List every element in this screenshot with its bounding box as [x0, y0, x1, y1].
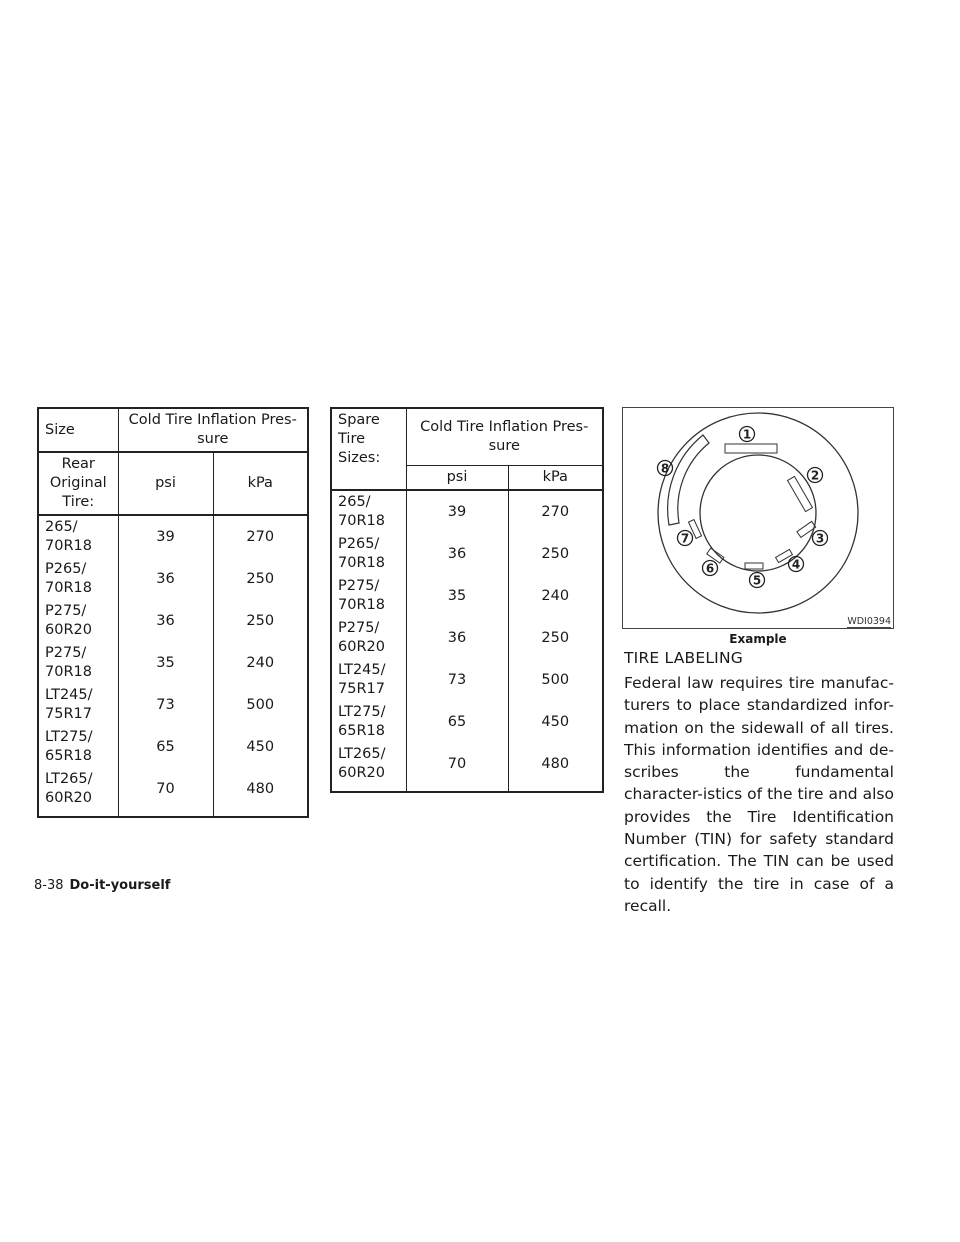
- svg-text:2: 2: [810, 468, 820, 483]
- page-number: 8-38: [34, 878, 64, 893]
- psi-cell: 36: [118, 600, 213, 642]
- size-cell: P265/ 70R18: [331, 533, 406, 575]
- svg-text:5: 5: [752, 573, 762, 588]
- pressure-header: Cold Tire Inflation Pres- sure: [118, 408, 308, 452]
- size-cell: 265/ 70R18: [331, 490, 406, 533]
- figure-code: WDI0394: [847, 616, 891, 627]
- psi-cell: 70: [118, 768, 213, 817]
- table-row: [38, 768, 308, 817]
- psi-cell: 39: [406, 490, 508, 533]
- section-title: TIRE LABELING: [624, 649, 743, 667]
- size-cell: LT245/ 75R17: [331, 659, 406, 701]
- table-row: [38, 726, 308, 768]
- tire-inner-rim: [700, 455, 816, 571]
- table-row: [38, 515, 308, 558]
- psi-cell: 36: [406, 533, 508, 575]
- pressure-header: Cold Tire Inflation Pres- sure: [406, 408, 603, 466]
- table-row: [331, 659, 603, 701]
- table-row: [38, 558, 308, 600]
- size-cell: P275/ 60R20: [331, 617, 406, 659]
- figure-caption: Example: [729, 632, 787, 646]
- page-footer: [34, 878, 170, 893]
- psi-cell: 70: [406, 743, 508, 792]
- kpa-cell: 250: [508, 617, 603, 659]
- size-cell: P265/ 70R18: [38, 558, 118, 600]
- spare-size-header: Spare Tire Sizes:: [331, 408, 406, 490]
- size-cell: P275/ 70R18: [331, 575, 406, 617]
- psi-cell: 36: [118, 558, 213, 600]
- size-cell: P275/ 70R18: [38, 642, 118, 684]
- callout-5: [750, 573, 765, 588]
- kpa-header: kPa: [508, 466, 603, 491]
- psi-cell: 39: [118, 515, 213, 558]
- svg-text:7: 7: [680, 531, 690, 546]
- svg-text:1: 1: [742, 427, 752, 442]
- psi-header: psi: [406, 466, 508, 491]
- marker-1: [725, 444, 777, 453]
- psi-cell: 65: [406, 701, 508, 743]
- table-row: [331, 743, 603, 792]
- table-row: [38, 684, 308, 726]
- callout-3: [813, 531, 828, 546]
- kpa-cell: 480: [213, 768, 308, 817]
- kpa-cell: 450: [508, 701, 603, 743]
- kpa-cell: 250: [213, 558, 308, 600]
- svg-text:6: 6: [705, 561, 715, 576]
- kpa-cell: 250: [213, 600, 308, 642]
- kpa-cell: 500: [213, 684, 308, 726]
- callout-8: [658, 461, 673, 476]
- footer-section: Do-it-yourself: [69, 878, 171, 893]
- table-row: [38, 600, 308, 642]
- marker-8: [668, 435, 709, 525]
- psi-cell: 73: [406, 659, 508, 701]
- tire-sidewall-figure: [622, 407, 894, 629]
- size-header: Size: [38, 408, 118, 452]
- spare-tire-pressure-table: [330, 407, 604, 793]
- kpa-cell: 270: [508, 490, 603, 533]
- size-cell: LT265/ 60R20: [331, 743, 406, 792]
- kpa-cell: 480: [508, 743, 603, 792]
- psi-cell: 35: [118, 642, 213, 684]
- kpa-header: kPa: [213, 452, 308, 515]
- kpa-cell: 500: [508, 659, 603, 701]
- callout-1: [740, 427, 755, 442]
- size-cell: LT245/ 75R17: [38, 684, 118, 726]
- svg-text:4: 4: [791, 557, 801, 572]
- psi-header: psi: [118, 452, 213, 515]
- table-row: [331, 617, 603, 659]
- tire-sidewall-diagram: [623, 408, 893, 628]
- marker-7: [688, 520, 701, 539]
- psi-cell: 73: [118, 684, 213, 726]
- callout-4: [789, 557, 804, 572]
- rear-original-tire-header: Rear Original Tire:: [38, 452, 118, 515]
- kpa-cell: 250: [508, 533, 603, 575]
- size-cell: P275/ 60R20: [38, 600, 118, 642]
- kpa-cell: 240: [508, 575, 603, 617]
- kpa-cell: 270: [213, 515, 308, 558]
- size-cell: 265/ 70R18: [38, 515, 118, 558]
- callout-2: [808, 468, 823, 483]
- section-body: Federal law requires tire manufac-turers to place standardized infor-mation on the sidewall of all tires. This information identifies and de-scribes the fundamental character-istics of the tire and also provides the Tire Identification Number (TIN) for safety standard certification. The TIN can be used to identify the tire in case of a recall.: [624, 674, 894, 915]
- table-row: [331, 701, 603, 743]
- table-row: [331, 533, 603, 575]
- svg-text:3: 3: [815, 531, 825, 546]
- marker-2: [788, 476, 813, 511]
- table-row: [38, 642, 308, 684]
- psi-cell: 65: [118, 726, 213, 768]
- marker-5: [745, 563, 763, 569]
- callout-6: [703, 561, 718, 576]
- kpa-cell: 240: [213, 642, 308, 684]
- svg-text:8: 8: [660, 461, 670, 476]
- psi-cell: 35: [406, 575, 508, 617]
- size-cell: LT265/ 60R20: [38, 768, 118, 817]
- psi-cell: 36: [406, 617, 508, 659]
- table-row: [331, 575, 603, 617]
- kpa-cell: 450: [213, 726, 308, 768]
- callout-7: [678, 531, 693, 546]
- rear-tire-pressure-table: [37, 407, 309, 818]
- table-row: [331, 490, 603, 533]
- size-cell: LT275/ 65R18: [331, 701, 406, 743]
- size-cell: LT275/ 65R18: [38, 726, 118, 768]
